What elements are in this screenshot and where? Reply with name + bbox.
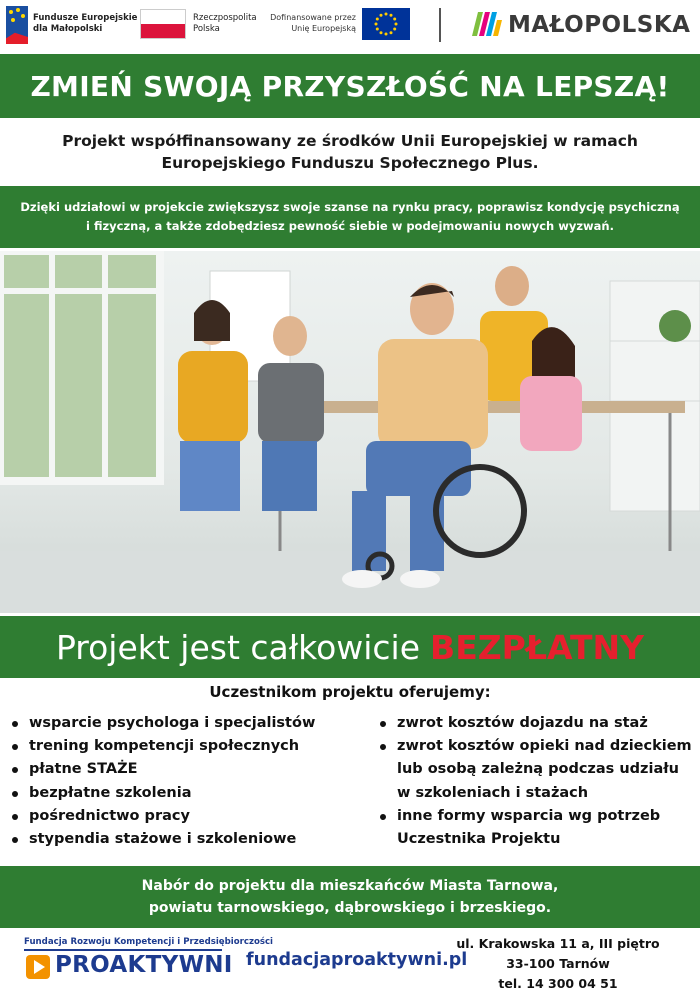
play-icon — [26, 955, 50, 979]
contact-address: ul. Krakowska 11 a, III piętro 33-100 Tarnów tel. 14 300 04 51 — [456, 936, 660, 990]
free-project-banner — [0, 616, 700, 678]
recruitment-banner — [0, 866, 700, 928]
team-photo — [0, 251, 700, 613]
logo-strip — [0, 0, 700, 52]
list-item: zwrot kosztów dojazdu na staż — [380, 712, 700, 735]
list-item: wsparcie psychologa i specjalistów — [12, 712, 372, 735]
eu-funding-label: Dofinansowane przez Unię Europejską — [270, 13, 356, 33]
malopolska-wordmark: MAŁOPOLSKA — [508, 12, 691, 38]
recruitment-text: Nabór do projektu dla mieszkańców Miasta Tarnowa, powiatu tarnowskiego, dąbrowskiego i brzeskiego. — [141, 878, 559, 916]
organization-name: Fundacja Rozwoju Kompetencji i Przedsiębiorczości — [24, 937, 274, 947]
list-item: trening kompetencji społecznych — [12, 735, 372, 758]
fundusze-europejskie-logo-icon — [6, 6, 28, 44]
offer-list-left — [12, 712, 372, 851]
malopolska-logo-icon — [470, 10, 504, 38]
organization-underline — [24, 949, 222, 951]
logo-divider — [439, 8, 441, 42]
list-item: płatne STAŻE — [12, 758, 372, 781]
list-item: bezpłatne szkolenia — [12, 782, 372, 805]
free-banner-highlight: BEZPŁATNY — [430, 627, 645, 667]
free-banner-text: Projekt jest całkowicie — [55, 627, 421, 667]
list-item: stypendia stażowe i szkoleniowe — [12, 828, 372, 851]
list-item: pośrednictwo pracy — [12, 805, 372, 828]
intro-banner — [0, 186, 700, 248]
intro-text: Dzięki udziałowi w projekcie zwiększysz swoje szanse na rynku pracy, poprawisz kondycję psychiczną i fizyczną, a także zdobędziesz pewność siebie w podejmowaniu nowych wyzwań. — [20, 200, 680, 233]
offer-list-right — [380, 712, 700, 851]
list-item: zwrot kosztów opieki nad dzieckiem lub osobą zależną podczas udziału w szkoleniach i stażach — [380, 735, 700, 805]
rzeczpospolita-polska-label: Rzeczpospolita Polska — [193, 13, 257, 34]
list-item: inne formy wsparcia wg potrzeb Uczestnika Projektu — [380, 805, 700, 851]
headline-banner — [0, 54, 700, 118]
proaktywni-wordmark: PROAKTYWNI — [55, 952, 233, 978]
cofunding-statement: Projekt współfinansowany ze środków Unii Europejskiej w ramach Europejskiego Funduszu Społecznego Plus. — [62, 132, 638, 172]
fundusze-europejskie-label: Fundusze Europejskie dla Małopolski — [33, 13, 138, 34]
offer-heading: Uczestnikom projektu oferujemy: — [209, 683, 491, 701]
website-link[interactable]: fundacjaproaktywni.pl — [246, 950, 468, 970]
poland-flag-icon — [140, 9, 186, 39]
eu-flag-icon — [362, 8, 410, 40]
headline-text: ZMIEŃ SWOJĄ PRZYSZŁOŚĆ NA LEPSZĄ! — [30, 69, 670, 103]
